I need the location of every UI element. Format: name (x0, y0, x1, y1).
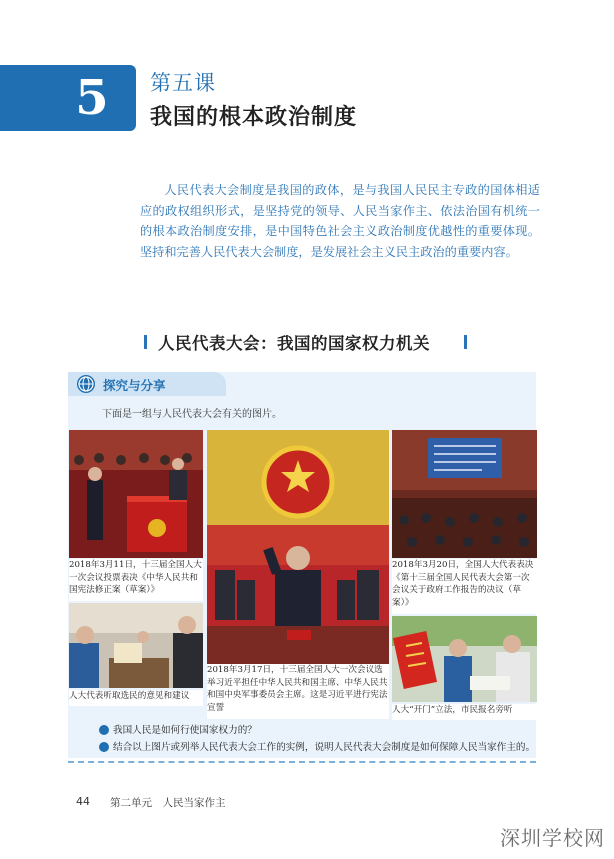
page-number: 44 (76, 795, 90, 808)
question-bullet-icon (99, 725, 109, 735)
lesson-label: 第五课 (150, 71, 216, 95)
caption-opinions: 人大代表听取选民的意见和建议 (69, 690, 203, 706)
lesson-title: 我国的根本政治制度 (150, 105, 358, 130)
section-title: 人民代表大会：我国的国家权力机关 (158, 334, 430, 353)
lesson-number-badge (0, 65, 136, 131)
photo-open-door (392, 616, 537, 702)
caption-vote: 2018年3月11日，十三届全国人大一次会议投票表决《中华人民共和国宪法修正案（草案）》 (69, 559, 203, 601)
explore-globe-icon (77, 375, 95, 393)
question-2: 结合以上图片或列举人民代表大会工作的实例，说明人民代表大会制度是如何保障人民当家作主的。 (113, 742, 536, 753)
lesson-number: 5 (75, 70, 109, 126)
explore-title: 探究与分享 (103, 378, 166, 393)
caption-oath: 2018年3月17日，十三届全国人大一次会议选举习近平担任中华人民共和国主席、中华人民共和国中央军事委员会主席。这是习近平进行宪法宣誓 (207, 664, 389, 719)
photo-resolution (392, 430, 537, 558)
panel-bottom-divider (68, 761, 536, 763)
unit-title: 第二单元 人民当家作主 (110, 797, 226, 809)
question-1: 我国人民是如何行使国家权力的？ (113, 725, 257, 736)
section-right-bar (464, 335, 467, 349)
watermark-logo: 深圳学校网 (500, 826, 605, 850)
intro-paragraph: 人民代表大会制度是我国的政体，是与我国人民民主专政的国体相适应的政权组织形式，是坚持党的领导、人民当家作主、依法治国有机统一的根本政治制度安排，是中国特色社会主义政治制度优越性的重要体现。坚持和完善人民代表大会制度，是发展社会主义民主政治的重要内容。 (140, 183, 540, 259)
photo-oath (207, 430, 389, 664)
caption-resolution: 2018年3月20日，全国人大代表表决《第十三届全国人民代表大会第一次会议关于政府工作报告的决议（草案）》 (392, 559, 537, 614)
photo-vote (69, 430, 203, 558)
photo-opinions (69, 603, 203, 688)
section-left-bar (144, 335, 147, 349)
question-bullet-icon (99, 742, 109, 752)
caption-open-door: 人大“开门”立法，市民报名旁听 (392, 704, 537, 720)
explore-intro: 下面是一组与人民代表大会有关的图片。 (102, 409, 282, 420)
